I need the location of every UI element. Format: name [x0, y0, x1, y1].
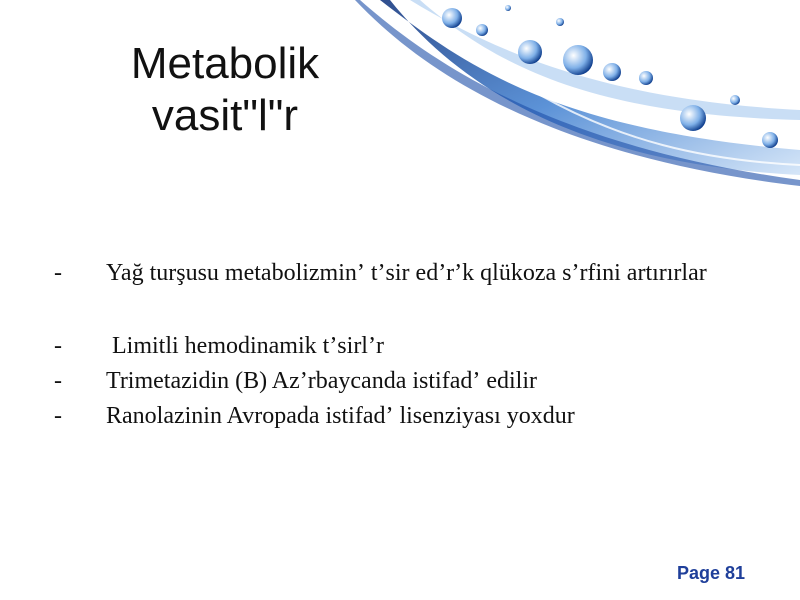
bullet-dash: -: [54, 333, 62, 359]
bullet-text: Trimetazidin (B) Azʼrbaycanda istifadʼ edilir: [106, 368, 537, 394]
slide-title: [100, 38, 350, 142]
bullet-text: Yağ turşusu metabolizminʼ tʼsir edʼrʼk qlükoza sʼrfini artırırlar: [106, 260, 707, 286]
bullet-dash: -: [54, 368, 62, 394]
bullet-list: [50, 256, 770, 434]
bullet-item: [50, 329, 770, 364]
bullet-text: Ranolazinin Avropada istifadʼ lisenziyası yoxdur: [106, 403, 575, 429]
bullet-item: [50, 399, 770, 434]
page-number: Page 81: [676, 563, 745, 583]
bullet-item: [50, 364, 770, 399]
bullet-dash: -: [54, 260, 62, 286]
title-line-2: vasitʺlʺr: [151, 91, 299, 140]
title-line-1: Metabolik: [130, 39, 320, 88]
bullet-dash: -: [54, 403, 62, 429]
bullet-item: [50, 256, 770, 291]
bullet-text: Limitli hemodinamik tʼsirlʼr: [106, 333, 384, 359]
